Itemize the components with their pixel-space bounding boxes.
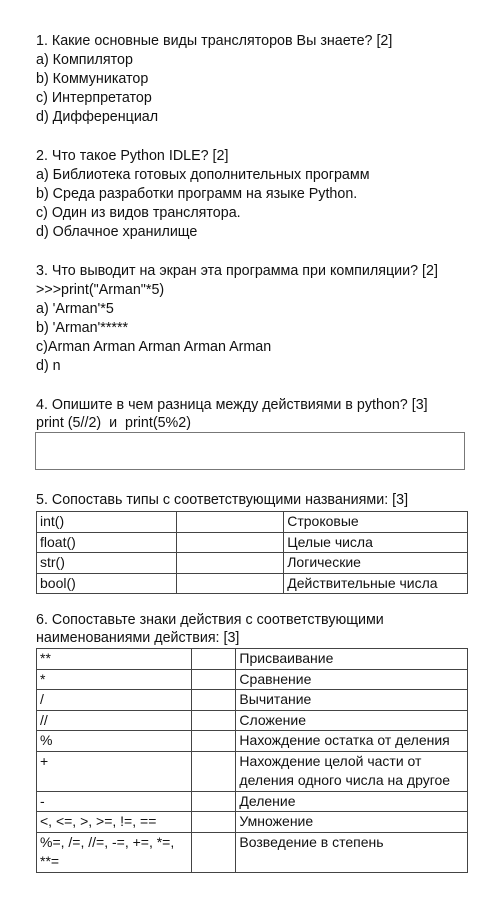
- q4-answer-box[interactable]: [35, 432, 465, 470]
- q3-option-a: a) 'Arman'*5: [36, 301, 114, 317]
- q6-sign-cell: -: [37, 791, 192, 812]
- q2-title: 2. Что такое Python IDLE? [2]: [36, 148, 229, 164]
- q6-sign-cell: %: [37, 731, 192, 752]
- q5-answer-cell[interactable]: [176, 532, 284, 553]
- q2-option-a: a) Библиотека готовых дополнительных программ: [36, 167, 370, 183]
- q5-type-cell: float(): [37, 532, 177, 553]
- q6-answer-cell[interactable]: [191, 791, 236, 812]
- q6-answer-cell[interactable]: [191, 731, 236, 752]
- q6-match-table: [36, 648, 468, 873]
- table-row: [37, 710, 468, 731]
- q6-action-cell: Возведение в степень: [236, 832, 468, 872]
- q6-action-cell: Умножение: [236, 812, 468, 833]
- q6-sign-cell: %=, /=, //=, -=, +=, *=, **=: [37, 832, 192, 872]
- q3-option-c: c)Arman Arman Arman Arman Arman: [36, 339, 272, 355]
- q6-answer-cell[interactable]: [191, 669, 236, 690]
- q6-sign-cell: +: [37, 751, 192, 791]
- q2-option-d: d) Облачное хранилище: [36, 224, 198, 240]
- q6-action-cell: Сравнение: [236, 669, 468, 690]
- q6-sign-cell: /: [37, 690, 192, 711]
- table-row: [37, 812, 468, 833]
- q1-option-b: b) Коммуникатор: [36, 71, 149, 87]
- table-row: [37, 512, 468, 533]
- q6-title-line1: 6. Сопоставьте знаки действия с соответствующими: [36, 612, 384, 628]
- q6-answer-cell[interactable]: [191, 751, 236, 791]
- q6-answer-cell[interactable]: [191, 812, 236, 833]
- q3-title: 3. Что выводит на экран эта программа при компиляции? [2]: [36, 263, 438, 279]
- table-row: [37, 751, 468, 791]
- q3-code: >>>print("Arman"*5): [36, 282, 165, 298]
- q6-action-cell: Нахождение целой части от деления одного числа на другое: [236, 751, 468, 791]
- q5-name-cell: Целые числа: [284, 532, 468, 553]
- q1-option-c: c) Интерпретатор: [36, 90, 152, 106]
- table-row: [37, 690, 468, 711]
- q6-answer-cell[interactable]: [191, 832, 236, 872]
- q5-type-cell: str(): [37, 553, 177, 574]
- table-row: [37, 573, 468, 594]
- q1-title: 1. Какие основные виды трансляторов Вы знаете? [2]: [36, 33, 393, 49]
- q1-option-d: d) Дифференциал: [36, 109, 159, 125]
- table-row: [37, 532, 468, 553]
- table-row: [37, 731, 468, 752]
- q6-action-cell: Вычитание: [236, 690, 468, 711]
- table-row: [37, 832, 468, 872]
- q3-option-b: b) 'Arman'*****: [36, 320, 129, 336]
- q5-answer-cell[interactable]: [176, 553, 284, 574]
- q5-match-table: [36, 511, 468, 594]
- q2-option-c: c) Один из видов транслятора.: [36, 205, 241, 221]
- q6-action-cell: Нахождение остатка от деления: [236, 731, 468, 752]
- q5-name-cell: Строковые: [284, 512, 468, 533]
- q6-answer-cell[interactable]: [191, 710, 236, 731]
- q6-action-cell: Сложение: [236, 710, 468, 731]
- q6-sign-cell: <, <=, >, >=, !=, ==: [37, 812, 192, 833]
- q4-code: print (5//2) и print(5%2): [36, 415, 191, 431]
- q6-sign-cell: **: [37, 649, 192, 670]
- table-row: [37, 669, 468, 690]
- table-row: [37, 553, 468, 574]
- q5-title: 5. Сопоставь типы с соответствующими названиями: [3]: [36, 492, 409, 508]
- q6-title-line2: наименованиями действия: [3]: [36, 630, 240, 646]
- q5-type-cell: int(): [37, 512, 177, 533]
- q5-answer-cell[interactable]: [176, 573, 284, 594]
- q6-action-cell: Присваивание: [236, 649, 468, 670]
- q6-answer-cell[interactable]: [191, 690, 236, 711]
- table-row: [37, 649, 468, 670]
- q5-type-cell: bool(): [37, 573, 177, 594]
- q3-option-d: d) n: [36, 358, 61, 374]
- q1-option-a: a) Компилятор: [36, 52, 133, 68]
- q5-answer-cell[interactable]: [176, 512, 284, 533]
- q6-action-cell: Деление: [236, 791, 468, 812]
- q5-name-cell: Логические: [284, 553, 468, 574]
- q5-name-cell: Действительные числа: [284, 573, 468, 594]
- q6-answer-cell[interactable]: [191, 649, 236, 670]
- table-row: [37, 791, 468, 812]
- q6-sign-cell: *: [37, 669, 192, 690]
- q6-sign-cell: //: [37, 710, 192, 731]
- q4-title: 4. Опишите в чем разница между действиями в python? [3]: [36, 397, 428, 413]
- q2-option-b: b) Среда разработки программ на языке Python.: [36, 186, 358, 202]
